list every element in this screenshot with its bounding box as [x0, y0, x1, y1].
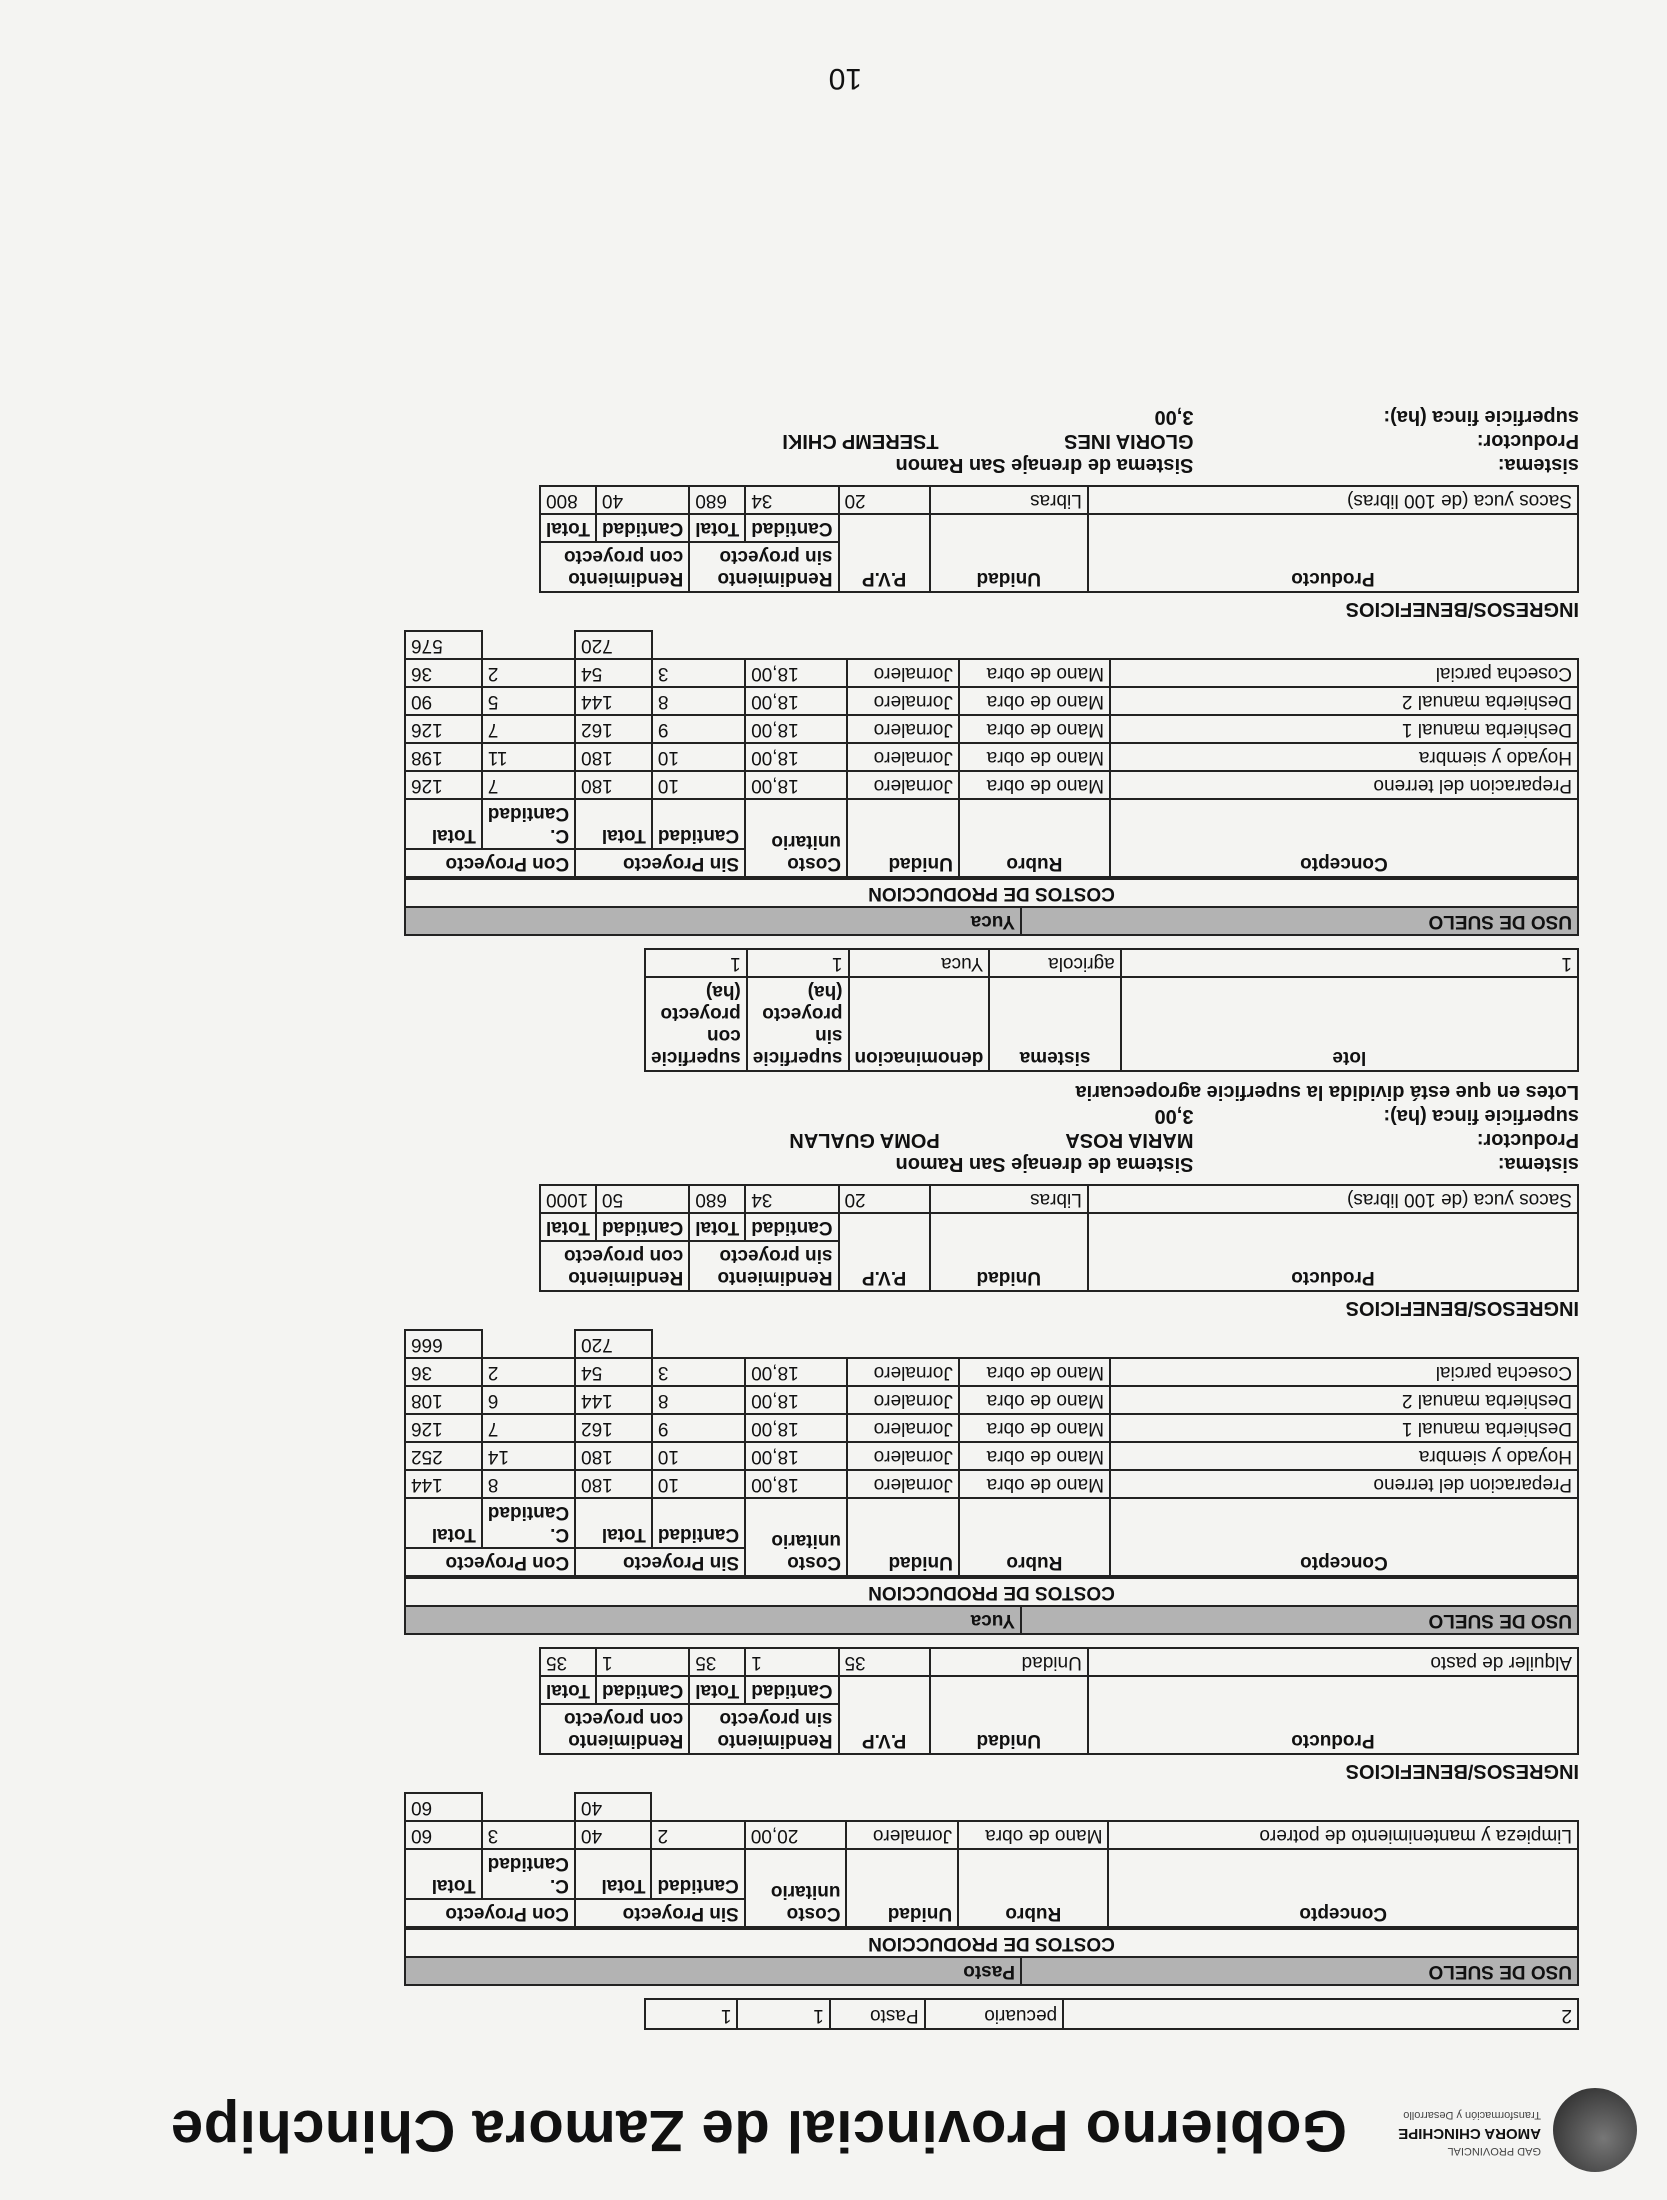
- table-row: Deshierba manual 1 Mano de obra Jornalero 18,00 9 162 7 126: [405, 1414, 1578, 1442]
- table-row: Preparacion del terreno Mano de obra Jornalero 18,00 10 180 7 126: [405, 771, 1578, 799]
- lotes-table: lote sistema denominacion superficie sin proyecto (ha) superficie con proyecto (ha) 1 agricola Yuca 1 1: [644, 948, 1579, 1072]
- producer-info-2: sistema: Sistema de drenaje San Ramon Productor: GLORIA INES TSEREMP CHIKI superficie finca (ha): 3,00: [782, 406, 1579, 476]
- uso-suelo-table-yuca-1: USO DE SUELO Yuca COSTOS DE PRODUCCION: [404, 1577, 1579, 1635]
- costos-table-pasto: Concepto Rubro Unidad Costo unitario Sin Proyecto Con Proyecto Cantidad Total C. Cantidad Total Limpieza y mantenimiento de potrero Mano de obra Jornalero 20,00 2 40 3 60 40 60: [404, 1792, 1579, 1928]
- uso-suelo-table-yuca-2: USO DE SUELO Yuca COSTOS DE PRODUCCION: [404, 878, 1579, 936]
- table-row: Hoyado y siembra Mano de obra Jornalero 18,00 10 180 11 198: [405, 743, 1578, 771]
- costos-table-yuca-1: Concepto Rubro Unidad Costo unitario Sin Proyecto Con Proyecto Cantidad Total C. Cantidad Total Preparacion del terreno Mano de obra Jornalero 18,00 10 180 8 144 Hoyado y siembra Mano de obra Jornalero 18,00 10 180 14 252 Deshierba manual 1 Mano de obra Jornalero 18,00 9 162 7 126 Deshierba manual 2 Mano de obra Jornalero 18,00 8 144 6 108 Cosecha parcial Mano de obra Jornalero 18,00 3 54 2 36 720 666: [404, 1329, 1579, 1577]
- uso-suelo-label: USO DE SUELO: [1021, 1957, 1578, 1985]
- table-row: 2 pecuario Pasto 1 1: [645, 1999, 1578, 2029]
- content: 2 pecuario Pasto 1 1 USO DE SUELO Pasto COSTOS DE PRODUCCION Concepto Rubro Unidad Costo unitario Sin Proyecto Con Proyecto Cantidad Total C. Cantidad Total Limpieza y mantenimiento de potrero Mano de obra Jornalero 20,00 2 40 3 60 40 60 INGRESOS/BENEFICIOS Producto Unidad P.V.P Rendimiento sin proyecto Rendimiento con proyecto Cantidad Total Cantidad Total Alquiler de pasto Unidad 35 1 35 1 35 USO DE SUELO Yuca COSTOS DE PRODUCCION Concepto Rubro Unidad Costo unitario Sin Proyecto Con Proyecto Cantidad Total C. Cantidad Total Preparacion del terreno Mano de obra Jornalero 18,00 10 180 8 144 Hoyado y siembra Mano de obra Jornalero 18,00 10 180 14 252 Deshierba manual 1 Mano de obra Jornalero 18,00 9 162 7 126 Deshierba manual 2 Mano de obra Jornalero 18,00 8 144 6 108 Cosecha parcial Mano de obra Jornalero 18,00 3 54 2 36 720 666 INGRESOS/BENEFICIOS Producto Unidad P.V.P Rendimiento sin proyecto Rendimiento con proyecto Cantidad Total Cantidad Total Sacos yuca (de 100 libras) Libras 20 34 680 50 1000 sistema: Sistema de drenaje San Ramon Productor: MARIA ROSA POMA GUALAN superficie finca (ha): 3,00 Lotes en que está dividida la superficie agropecuaria lote sistema denominacion superficie sin proyecto (ha) superficie con proyecto (ha) 1 agricola Yuca 1 1 USO DE SUELO Yuca COSTOS DE PRODUCCION Concepto Rubro Unidad Costo unitario Sin Proyecto Con Proyecto Cantidad Total C. Cantidad Total Preparacion del terreno Mano de obra Jornalero 18,00 10 180 7 126 Hoyado y siembra Mano de obra Jornalero 18,00 10 180 11 198 Deshierba manual 1 Mano de obra Jornalero 18,00 9 162 7 126 Deshierba manual 2 Mano de obra Jornalero 18,00 8 144 5 90 Cosecha parcial Mano de obra Jornalero 18,00 3 54 2 36 720 576 INGRESOS/BENEFICIOS Producto Unidad P.V.P Rendimiento sin proyecto Rendimiento con proyecto Cantidad Total Cantidad Total Sacos yuca (de 100 libras) Libras 20 34 680 40 800 sistema: Sistema de drenaje San Ramon Productor: GLORIA INES TSEREMP CHIKI superficie finca (ha): 3,00: [239, 397, 1579, 2030]
- table-row: Limpieza y mantenimiento de potrero Mano de obra Jornalero 20,00 2 40 3 60: [405, 1821, 1578, 1849]
- totals-row: 40 60: [405, 1793, 1578, 1821]
- ingresos-table-yuca-2: Producto Unidad P.V.P Rendimiento sin proyecto Rendimiento con proyecto Cantidad Total Cantidad Total Sacos yuca (de 100 libras) Libras 20 34 680 40 800: [539, 485, 1579, 593]
- table-row: Hoyado y siembra Mano de obra Jornalero 18,00 10 180 14 252: [405, 1442, 1578, 1470]
- costos-table-yuca-2: Concepto Rubro Unidad Costo unitario Sin Proyecto Con Proyecto Cantidad Total C. Cantidad Total Preparacion del terreno Mano de obra Jornalero 18,00 10 180 7 126 Hoyado y siembra Mano de obra Jornalero 18,00 10 180 11 198 Deshierba manual 1 Mano de obra Jornalero 18,00 9 162 7 126 Deshierba manual 2 Mano de obra Jornalero 18,00 8 144 5 90 Cosecha parcial Mano de obra Jornalero 18,00 3 54 2 36 720 576: [404, 630, 1579, 878]
- page-title: Gobierno Provincial de Zamora Chinchipe: [170, 2098, 1347, 2163]
- costos-header: COSTOS DE PRODUCCION: [405, 1929, 1578, 1957]
- table-row: Cosecha parcial Mano de obra Jornalero 18,00 3 54 2 36: [405, 1358, 1578, 1386]
- uso-suelo-value: Pasto: [405, 1957, 1021, 1985]
- table-row: Preparacion del terreno Mano de obra Jornalero 18,00 10 180 8 144: [405, 1470, 1578, 1498]
- gad-logo: [1307, 2082, 1637, 2172]
- ingresos-table-yuca-1: Producto Unidad P.V.P Rendimiento sin proyecto Rendimiento con proyecto Cantidad Total Cantidad Total Sacos yuca (de 100 libras) Libras 20 34 680 50 1000: [539, 1184, 1579, 1292]
- table-row: Sacos yuca (de 100 libras) Libras 20 34 680 40 800: [540, 486, 1578, 514]
- lot-row-table: [644, 1998, 1579, 2030]
- ingresos-title: INGRESOS/BENEFICIOS: [1345, 1760, 1579, 1782]
- table-row: 1 agricola Yuca 1 1: [645, 949, 1578, 977]
- table-row: Alquiler de pasto Unidad 35 1 35 1 35: [540, 1648, 1578, 1676]
- seal-icon: [1553, 2088, 1637, 2172]
- producer-info-1: sistema: Sistema de drenaje San Ramon Productor: MARIA ROSA POMA GUALAN superficie finca (ha): 3,00 Lotes en que está dividida la superficie agropecuaria: [789, 1081, 1579, 1175]
- ingresos-table-pasto: Producto Unidad P.V.P Rendimiento sin proyecto Rendimiento con proyecto Cantidad Total Cantidad Total Alquiler de pasto Unidad 35 1 35 1 35: [539, 1647, 1579, 1755]
- totals-row: 720 666: [405, 1330, 1578, 1358]
- totals-row: 720 576: [405, 631, 1578, 659]
- table-row: Deshierba manual 1 Mano de obra Jornalero 18,00 9 162 7 126: [405, 715, 1578, 743]
- logo-text: GAD PROVINCIAL AMORA CHINCHIPE Transformación y Desarrollo: [1398, 2109, 1541, 2157]
- uso-suelo-table-pasto: [404, 1928, 1579, 1986]
- table-row: Deshierba manual 2 Mano de obra Jornalero 18,00 8 144 5 90: [405, 687, 1578, 715]
- page-header: [0, 2050, 1667, 2200]
- table-row: Deshierba manual 2 Mano de obra Jornalero 18,00 8 144 6 108: [405, 1386, 1578, 1414]
- table-row: Cosecha parcial Mano de obra Jornalero 18,00 3 54 2 36: [405, 659, 1578, 687]
- table-row: Sacos yuca (de 100 libras) Libras 20 34 680 50 1000: [540, 1185, 1578, 1213]
- page-number: 10: [828, 62, 862, 95]
